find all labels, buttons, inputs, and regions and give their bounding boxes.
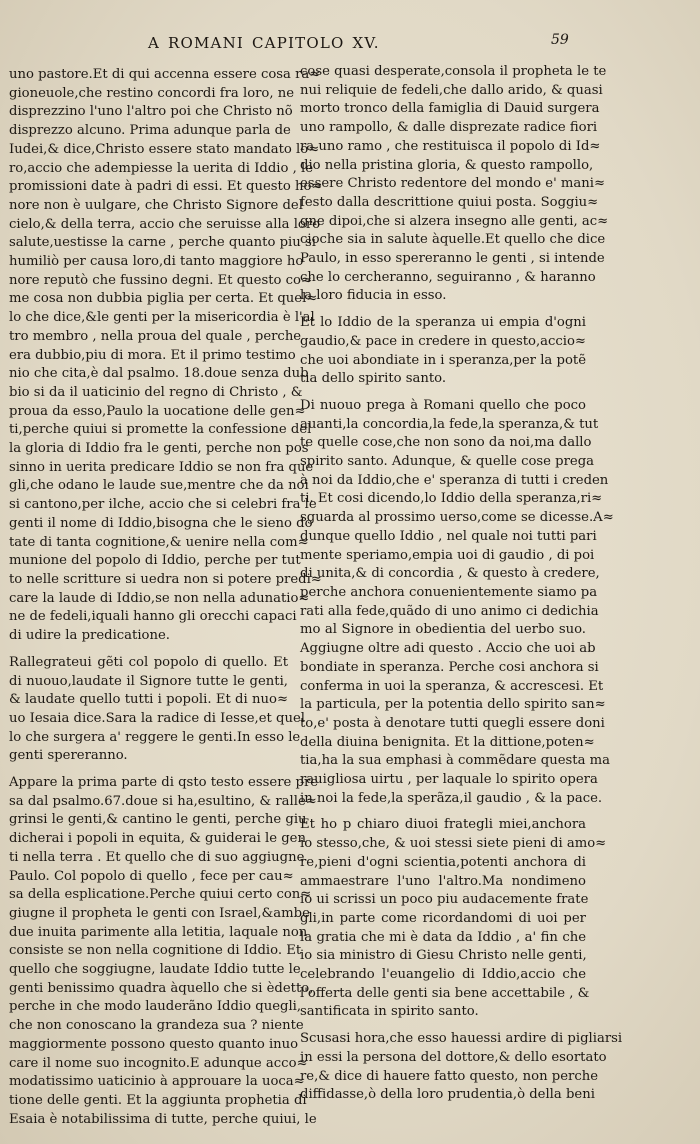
text-line: uno pastore.Et di qui accenna essere cosa ra≈ bbox=[9, 67, 321, 82]
text-line: re,& dice di hauere fatto questo, non perche bbox=[300, 1068, 599, 1084]
text-line: Di nuouo prega à Romani quello che poco bbox=[300, 397, 586, 413]
text-line: in essi la persona del dottore,& dello esortato bbox=[300, 1049, 607, 1065]
text-line: Paulo, in esso spereranno le genti , si intende bbox=[300, 251, 605, 267]
text-line: consiste se non nella cognitione di Iddio. Et bbox=[9, 943, 302, 959]
paragraph bbox=[9, 66, 323, 646]
paragraph bbox=[9, 774, 319, 1129]
text-line: quello che soggiugne, laudate Iddio tutte le bbox=[9, 962, 301, 978]
text-line: salute,uestisse la carne , perche quanto piu si bbox=[9, 235, 316, 251]
text-line: che non conoscano la grandeza sua ? niente bbox=[9, 1018, 304, 1034]
text-line: ne de fedeli,iquali hanno gli orecchi capaci bbox=[9, 609, 297, 625]
text-line: cielo,& della terra, accio che seruisse alla loro bbox=[9, 216, 321, 232]
text-line: sa dal psalmo.67.doue si ha,esultino, & ralle≈ bbox=[9, 793, 317, 809]
text-line: rauigliosa uirtu , per laquale lo spirito opera bbox=[300, 772, 598, 788]
text-line: era dubbio,piu di mora. Et il primo testimo bbox=[9, 347, 296, 363]
text-line: me cosa non dubbia piglia per certa. Et quel≈ bbox=[9, 291, 318, 307]
text-line: mo al Signore in obedientia del uerbo suo. bbox=[300, 622, 586, 638]
page-header bbox=[0, 32, 700, 56]
page-number: 59 bbox=[551, 32, 569, 48]
text-line: la gratia che mi è data da Iddio , a' fin che bbox=[300, 929, 586, 945]
text-line: bio si da il uaticinio del regno di Christo , & bbox=[9, 384, 303, 400]
text-line: lo che surgera a' reggere le genti.In esso le bbox=[9, 729, 301, 745]
text-line: nui reliquie de fedeli,che dallo arido, & quasi bbox=[300, 82, 603, 98]
text-line: Esaia è notabilissima di tutte, perche quiui, le bbox=[9, 1111, 317, 1127]
text-line: di udire la predicatione. bbox=[9, 628, 170, 644]
text-line: io ui scrissi un poco piu audacemente frate bbox=[300, 892, 589, 908]
text-line: Et lo Iddio de la speranza ui empia d'ogni bbox=[300, 315, 586, 331]
text-line: Rallegrateui gẽti col popolo di quello. Et bbox=[9, 654, 288, 670]
text-line: auanti,la concordia,la fede,la speranza,& tut bbox=[300, 416, 599, 432]
text-line: ti nella terra . Et quello che di suo aggiugne bbox=[9, 849, 305, 865]
text-line: di unita,& di concordia , & questo à credere, bbox=[300, 566, 600, 582]
text-line: della diuina benignita. Et la dittione,poten≈ bbox=[300, 734, 595, 750]
text-line: genti spereranno. bbox=[9, 748, 128, 764]
text-line: celebrando l'euangelio di Iddio,accio che bbox=[300, 967, 586, 983]
text-line: grinsi le genti,& cantino le genti, perche giu bbox=[9, 812, 307, 828]
text-line: promissioni date à padri di essi. Et questo ho≈ bbox=[9, 179, 323, 195]
text-line: ti,perche quiui si promette la confessione del bbox=[9, 422, 312, 438]
paragraph bbox=[300, 816, 607, 1022]
text-line: perche anchora conuenientemente siamo pa bbox=[300, 584, 598, 600]
text-line: modatissimo uaticinio à approuare la uoca≈ bbox=[9, 1074, 305, 1090]
text-line: Et ho p chiaro diuoi frategli miei,anchora bbox=[300, 817, 586, 833]
left-text-column bbox=[9, 66, 323, 1137]
text-line: lo che dice,&le genti per la misericordia è l'al bbox=[9, 310, 315, 326]
text-line: di nuouo,laudate il Signore tutte le genti, bbox=[9, 673, 288, 689]
text-line: tia,ha la sua emphasi à commẽdare questa ma bbox=[300, 753, 611, 769]
text-line: che uoi abondiate in i speranza,per la potẽ bbox=[300, 352, 586, 368]
text-line: care il nome suo incognito.E adunque acco≈ bbox=[9, 1055, 308, 1071]
text-line: te quelle cose,che non sono da noi,ma dallo bbox=[300, 435, 592, 451]
text-line: conferma in uoi la speranza, & accrescesi. Et bbox=[300, 678, 604, 694]
text-line: dunque quello Iddio , nel quale noi tutti pari bbox=[300, 528, 597, 544]
text-line: in noi la fede,la sperãza,il gaudio , & la pace. bbox=[300, 790, 603, 806]
paragraph bbox=[300, 314, 586, 389]
text-line: bondiate in speranza. Perche cosi anchora si bbox=[300, 659, 599, 675]
text-line: Appare la prima parte di qsto testo essere pre bbox=[9, 775, 319, 791]
text-line: uo Iesaia dice.Sara la radice di Iesse,et quel bbox=[9, 710, 305, 726]
text-line: uno rampollo, & dalle disprezate radice fiori bbox=[300, 120, 598, 136]
text-line: cose quasi desperate,consola il propheta le te bbox=[300, 64, 607, 79]
paragraph bbox=[300, 1030, 623, 1105]
text-line: ra uno ramo , che restituisca il popolo di Id≈ bbox=[300, 138, 601, 154]
text-line: nore reputò che fussino degni. Et questo co≈ bbox=[9, 272, 313, 288]
text-line: to nelle scritture si uedra non si potere predi≈ bbox=[9, 571, 322, 587]
right-text-column bbox=[300, 63, 623, 1113]
text-line: re,pieni d'ogni scientia,potenti anchora di bbox=[300, 854, 586, 870]
text-line: humiliò per causa loro,di tanto maggiore ho bbox=[9, 254, 304, 270]
text-line: genti benissimo quadra àquello che si èdetto, bbox=[9, 980, 314, 996]
text-line: disprezzino l'uno l'altro poi che Christo nõ bbox=[9, 104, 293, 120]
text-line: maggiormente possono questo quanto inuo bbox=[9, 1036, 299, 1052]
text-line: sinno in uerita predicare Iddio se non fra que bbox=[9, 459, 314, 475]
text-line: ammaestrare l'uno l'altro.Ma nondimeno bbox=[300, 873, 586, 889]
text-line: diffidasse,ò della loro prudentia,ò della beni bbox=[300, 1087, 595, 1103]
text-line: ro,accio che adempiesse la uerita di Iddio , le bbox=[9, 160, 314, 176]
text-line: Iudei,& dice,Christo essere stato mandato lo≈ bbox=[9, 141, 320, 157]
text-line: santificata in spirito santo. bbox=[300, 1004, 479, 1020]
text-line: io sia ministro di Giesu Christo nelle genti, bbox=[300, 948, 587, 964]
text-line: la particula, per la potentia dello spirito san≈ bbox=[300, 697, 606, 713]
text-line: gaudio,& pace in credere in questo,accio≈ bbox=[300, 333, 586, 349]
text-line: spirito santo. Adunque, & quelle cose prega bbox=[300, 454, 595, 470]
text-line: dicherai i popoli in equita, & guiderai le gen bbox=[9, 831, 306, 847]
paragraph bbox=[300, 397, 614, 808]
text-line: rati alla fede,quãdo di uno animo ci dedichia bbox=[300, 603, 599, 619]
text-line: due inuita parimente alla letitia, laquale non bbox=[9, 924, 308, 940]
text-line: Scusasi hora,che esso hauessi ardire di pigliarsi bbox=[300, 1031, 623, 1047]
text-line: si cantono,per ilche, accio che si celebri fra le bbox=[9, 497, 317, 513]
text-line: l'offerta delle genti sia bene accettabile , & bbox=[300, 985, 590, 1001]
paragraph bbox=[300, 63, 609, 306]
text-line: & laudate quello tutti i popoli. Et di nuo≈ bbox=[9, 692, 288, 708]
text-line: festo dalla descrittione quiui posta. Soggiu≈ bbox=[300, 194, 599, 210]
text-line: cioche sia in salute àquelle.Et quello che dice bbox=[300, 232, 606, 248]
text-line: à noi da Iddio,che e' speranza di tutti i creden bbox=[300, 472, 609, 488]
text-line: care la laude di Iddio,se non nella adunatio≈ bbox=[9, 590, 310, 606]
text-line: perche in che modo lauderãno Iddio quegli, bbox=[9, 999, 302, 1015]
text-line: munione del popolo di Iddio, perche per tut bbox=[9, 553, 301, 569]
text-line: gli,che odano le laude sue,mentre che da noi bbox=[9, 478, 309, 494]
text-line: gioneuole,che restino concordi fra loro, ne bbox=[9, 85, 295, 101]
text-line: ti. Et cosi dicendo,lo Iddio della speranza,ri≈ bbox=[300, 491, 603, 507]
text-line: gne dipoi,che si alzera insegno alle genti, ac≈ bbox=[300, 213, 609, 229]
text-line: che lo cercheranno, seguiranno , & haranno bbox=[300, 269, 596, 285]
text-line: la loro fiducia in esso. bbox=[300, 288, 447, 304]
text-line: proua da esso,Paulo la uocatione delle gen≈ bbox=[9, 403, 306, 419]
text-line: essere Christo redentore del mondo e' mani≈ bbox=[300, 176, 606, 192]
text-line: tro membro , nella proua del quale , perche bbox=[9, 328, 302, 344]
text-line: Aggiugne oltre adi questo . Accio che uoi ab bbox=[300, 641, 596, 657]
text-line: tione delle genti. Et la aggiunta prophetia di bbox=[9, 1092, 307, 1108]
text-line: to,e' posta à denotare tutti quegli essere doni bbox=[300, 715, 605, 731]
text-line: Paulo. Col popolo di quello , fece per cau≈ bbox=[9, 868, 294, 884]
text-line: genti il nome di Iddio,bisogna che le sieno do bbox=[9, 515, 313, 531]
running-title: A ROMANI CAPITOLO XV. bbox=[148, 34, 380, 52]
text-line: gli,in parte come ricordandomi di uoi per bbox=[300, 910, 586, 926]
text-line: nio che cita,è dal psalmo. 18.doue senza dub bbox=[9, 366, 309, 382]
text-line: dio nella pristina gloria, & questo rampollo, bbox=[300, 157, 594, 173]
paragraph bbox=[9, 654, 305, 766]
text-line: sa della esplicatione.Perche quiui certo con≈ bbox=[9, 887, 312, 903]
text-line: sguarda al prossimo uerso,come se dicesse.A≈ bbox=[300, 510, 614, 526]
text-line: disprezzo alcuno. Prima adunque parla de bbox=[9, 123, 291, 139]
text-line: tia dello spirito santo. bbox=[300, 371, 447, 387]
text-line: mente speriamo,empia uoi di gaudio , di poi bbox=[300, 547, 595, 563]
text-line: nore non è uulgare, che Christo Signore del bbox=[9, 197, 303, 213]
text-line: tate di tanta cognitione,& uenire nella com≈ bbox=[9, 534, 309, 550]
text-line: giugne il propheta le genti con Israel,&ambe bbox=[9, 905, 310, 921]
text-line: io stesso,che, & uoi stessi siete pieni di amo≈ bbox=[300, 836, 607, 852]
text-line: la gloria di Iddio fra le genti, perche non pos bbox=[9, 441, 309, 457]
text-line: morto tronco della famiglia di Dauid surgera bbox=[300, 101, 600, 117]
